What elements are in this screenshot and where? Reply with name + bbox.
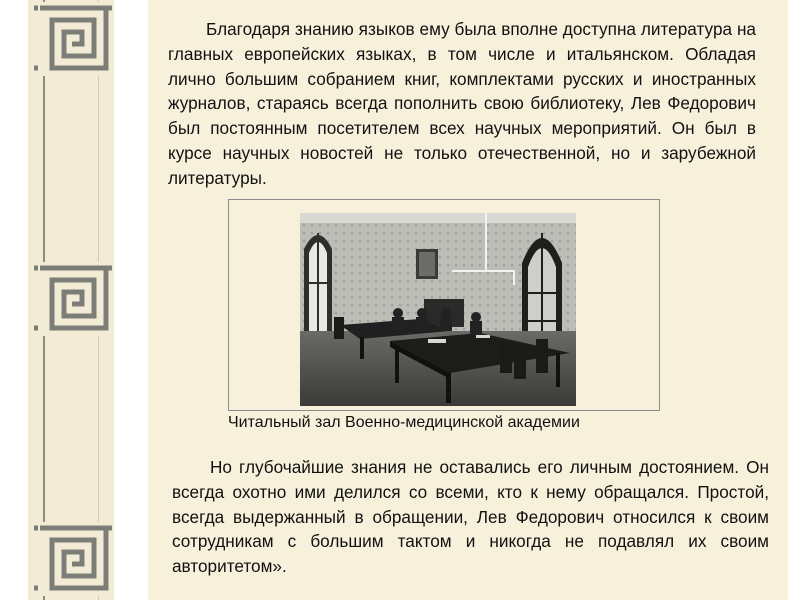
decorative-border-strip <box>0 0 114 600</box>
greek-meander-icon <box>34 522 112 596</box>
greek-meander-icon <box>34 262 112 336</box>
paragraph: Благодаря знанию языков ему была вполне доступна литература на главных европейских языках, в том числе и итальянском. Обладая лично большим собранием книг, комплектами русских и иностранных журналов, стараясь всегда пополнить свою библиотеку, Лев Федорович был постоянным посетителем всех научных мероприятий. Он был в курсе научных новостей не только отечественной, но и зарубежной литературы. <box>168 19 756 188</box>
figure-caption: Читальный зал Военно-медицинской академии <box>228 414 580 431</box>
greek-meander-icon <box>34 2 112 76</box>
reading-room-photo <box>300 213 576 406</box>
right-margin <box>788 0 800 600</box>
paragraph: Но глубочайшие знания не оставались его личным достоянием. Он всегда охотно ими делился со всеми, кто к нему обращался. Простой, всегда выдержанный в обращении, Лев Федорович относился к своим сотрудникам с большим тактом и никогда не подавлял их своим авторитетом». <box>172 457 769 577</box>
